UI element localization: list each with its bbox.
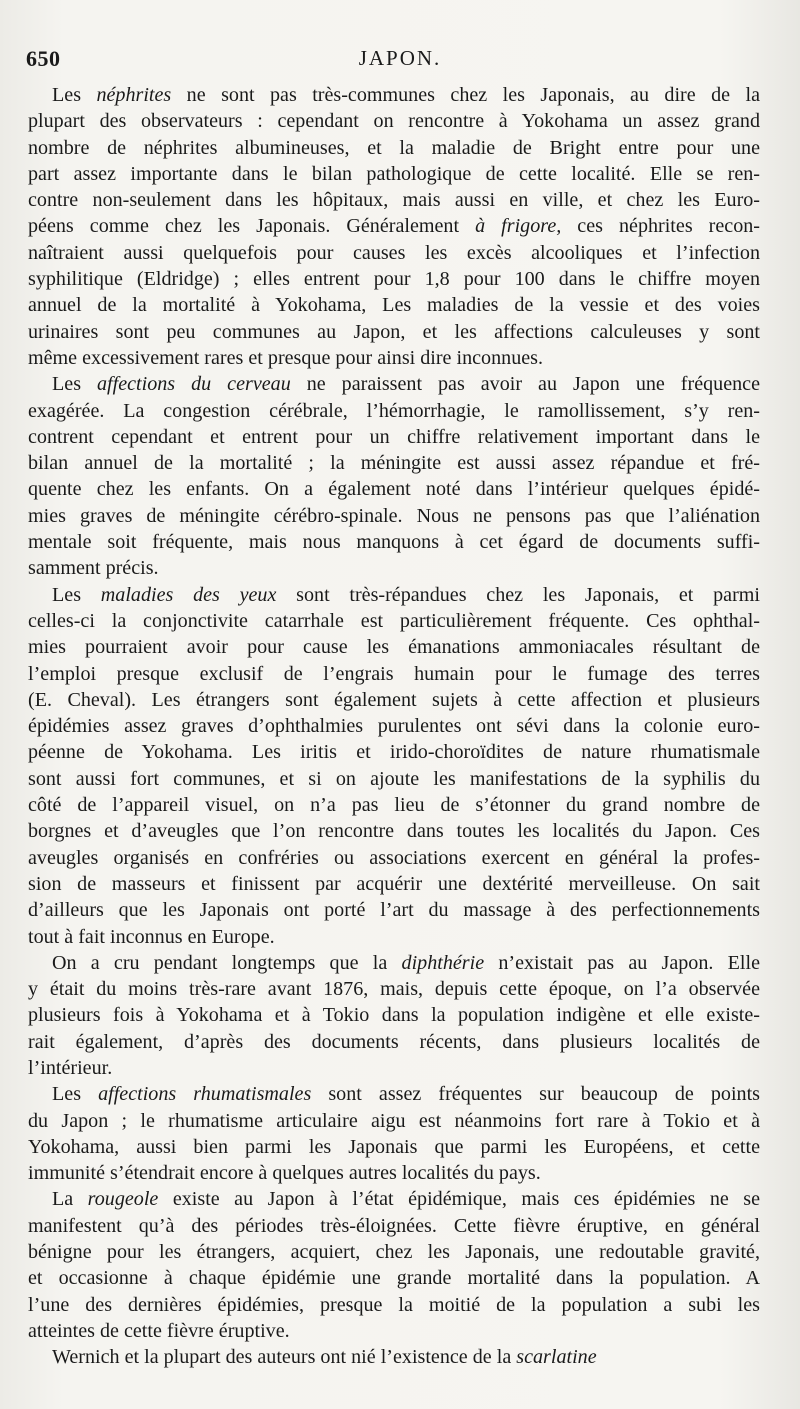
text-line — [28, 213, 760, 239]
text-line — [28, 345, 760, 371]
text-run: rait également, d’après des documents récents, dans plusieurs localités de — [28, 1030, 760, 1053]
text-line — [28, 739, 760, 765]
text-run: péens comme chez les Japonais. Généralement — [28, 215, 476, 238]
text-line — [28, 1160, 760, 1186]
text-run: sion de masseurs et finissent par acquérir une dextérité merveilleuse. On sait — [28, 872, 760, 895]
text-run: du Japon ; le rhumatisme articulaire aigu est néanmoins fort rare à Tokio et à — [28, 1109, 760, 1132]
text-line — [28, 976, 760, 1002]
text-line — [28, 792, 760, 818]
text-line — [28, 661, 760, 687]
text-line — [28, 476, 760, 502]
text-run: nombre de néphrites albumineuses, et la maladie de Bright entre pour une — [28, 136, 760, 159]
text-run: péenne de Yokohama. Les iritis et irido-choroïdites de nature rhumatismale — [28, 741, 760, 764]
text-run: Les — [52, 373, 97, 396]
text-run: borgnes et d’aveugles que l’on rencontre dans toutes les localités du Japon. Ces — [28, 820, 760, 843]
italic-term: diphthérie — [401, 951, 485, 974]
text-line — [28, 1134, 760, 1160]
text-run: contrent cependant et entrent pour un chiffre relativement important dans le — [28, 425, 760, 448]
text-line — [28, 713, 760, 739]
text-run: ces néphrites recon- — [561, 215, 760, 238]
text-run: épidémies assez graves d’ophthalmies purulentes ont sévi dans la colonie euro- — [28, 715, 760, 738]
text-run: tout à fait inconnus en Europe. — [28, 925, 275, 948]
text-line — [28, 1344, 760, 1370]
text-line — [28, 319, 760, 345]
text-line — [28, 135, 760, 161]
text-line — [28, 1265, 760, 1291]
text-line — [28, 371, 760, 397]
text-run: naîtraient aussi quelquefois pour causes les excès alcooliques et l’infection — [28, 241, 760, 264]
text-line — [28, 1213, 760, 1239]
text-run: mies pourraient avoir pour cause les émanations ammoniacales résultant de — [28, 636, 760, 659]
text-line — [28, 1186, 760, 1212]
text-run: l’une des dernières épidémies, presque la moitié de la population a subi les — [28, 1293, 760, 1316]
text-line — [28, 687, 760, 713]
text-line — [28, 1029, 760, 1055]
text-line — [28, 634, 760, 660]
text-line — [28, 292, 760, 318]
italic-term: affections rhumatismales — [98, 1083, 312, 1106]
text-line — [28, 766, 760, 792]
text-run: part assez importante dans le bilan pathologique de cette localité. Elle se ren- — [28, 162, 760, 185]
text-run: d’ailleurs que les Japonais ont porté l’art du massage à des perfectionnements — [28, 899, 760, 922]
text-run: manifestent qu’à des périodes très-éloignées. Cette fièvre éruptive, en général — [28, 1214, 760, 1237]
text-run: samment précis. — [28, 557, 159, 580]
text-line — [28, 398, 760, 424]
page-number: 650 — [26, 46, 61, 71]
text-line — [28, 608, 760, 634]
paragraph — [28, 82, 760, 371]
text-line — [28, 871, 760, 897]
paragraph — [28, 1186, 760, 1344]
text-line — [28, 529, 760, 555]
text-run: plusieurs fois à Yokohama et à Tokio dans la population indigène et elle existe- — [28, 1004, 760, 1027]
paragraph — [28, 582, 760, 950]
text-run: On a cru pendant longtemps que la — [52, 951, 402, 974]
text-line — [28, 240, 760, 266]
text-run: l’emploi presque exclusif de l’engrais humain pour le fumage des terres — [28, 662, 760, 685]
text-run: bénigne pour les étrangers, acquiert, chez les Japonais, une redoutable gravité, — [28, 1241, 760, 1264]
text-run: exagérée. La congestion cérébrale, l’hémorrhagie, le ramollissement, s’y ren- — [28, 399, 760, 422]
text-run: n’existait pas au Japon. Elle — [484, 951, 760, 974]
text-run: celles-ci la conjonctivite catarrhale est particulièrement fréquente. Ces ophthal- — [28, 609, 760, 632]
text-run: et occasionne à chaque épidémie une grande mortalité dans la population. A — [28, 1267, 760, 1290]
text-line — [28, 1239, 760, 1265]
text-run: y était du moins très-rare avant 1876, mais, depuis cette époque, on l’a observée — [28, 978, 760, 1001]
text-line — [28, 1292, 760, 1318]
italic-term: maladies des yeux — [100, 583, 277, 606]
text-run: quente chez les enfants. On a également noté dans l’intérieur quelques épidé- — [28, 478, 760, 501]
text-run: Les — [52, 583, 101, 606]
italic-term: rougeole — [87, 1188, 159, 1211]
text-line — [28, 924, 760, 950]
page-header — [0, 44, 800, 74]
text-run: bilan annuel de la mortalité ; la méningite est aussi assez répandue et fré- — [28, 452, 760, 475]
text-line — [28, 1318, 760, 1344]
text-line — [28, 108, 760, 134]
italic-term: affections du cerveau — [97, 373, 291, 396]
text-line — [28, 424, 760, 450]
text-run: Les — [52, 84, 97, 106]
text-run: La — [52, 1188, 88, 1211]
text-run: Wernich et la plupart des auteurs ont nié l’existence de la — [52, 1346, 517, 1369]
text-line — [28, 1002, 760, 1028]
text-run: urinaires sont peu communes au Japon, et les affections calculeuses y sont — [28, 320, 760, 343]
text-line — [28, 1108, 760, 1134]
text-line — [28, 450, 760, 476]
text-line — [28, 1081, 760, 1107]
paragraph — [28, 1081, 760, 1186]
italic-term: scarlatine — [516, 1346, 597, 1369]
text-run: mies graves de méningite cérébro-spinale. Nous ne pensons pas que l’aliénation — [28, 504, 760, 527]
text-line — [28, 582, 760, 608]
text-run: même excessivement rares et presque pour ainsi dire inconnues. — [28, 346, 544, 369]
italic-term: néphrites — [96, 84, 172, 106]
text-run: immunité s’étendrait encore à quelques autres localités du pays. — [28, 1162, 541, 1185]
text-run: plupart des observateurs : cependant on rencontre à Yokohama un assez grand — [28, 110, 760, 133]
text-run: syphilitique (Eldridge) ; elles entrent pour 1,8 pour 100 dans le chiffre moyen — [28, 268, 760, 291]
text-run: annuel de la mortalité à Yokohama, Les maladies de la vessie et des voies — [28, 294, 760, 317]
paragraph — [28, 950, 760, 1081]
text-line — [28, 187, 760, 213]
text-line — [28, 845, 760, 871]
paragraph — [28, 1344, 760, 1370]
text-run: Les — [52, 1083, 99, 1106]
text-line — [28, 503, 760, 529]
text-run: sont très-répandues chez les Japonais, et parmi — [276, 583, 760, 606]
text-run: contre non-seulement dans les hôpitaux, mais aussi en ville, et chez les Euro- — [28, 189, 760, 212]
text-line — [28, 818, 760, 844]
italic-term: à frigore, — [475, 215, 562, 238]
text-line — [28, 555, 760, 581]
text-run: existe au Japon à l’état épidémique, mais ces épidémies ne se — [158, 1188, 761, 1211]
body-text — [28, 82, 760, 1371]
text-run: sont assez fréquentes sur beaucoup de points — [311, 1083, 760, 1106]
text-run: (E. Cheval). Les étrangers sont également sujets à cette affection et plusieurs — [28, 688, 760, 711]
text-run: côté de l’appareil visuel, on n’a pas lieu de s’étonner du grand nombre de — [28, 794, 760, 817]
text-run: atteintes de cette fièvre éruptive. — [28, 1319, 290, 1342]
text-line — [28, 82, 760, 108]
text-line — [28, 161, 760, 187]
text-run: mentale soit fréquente, mais nous manquons à cet égard de documents suffi- — [28, 531, 760, 554]
text-run: Yokohama, aussi bien parmi les Japonais que parmi les Européens, et cette — [28, 1135, 760, 1158]
text-run: ne sont pas très-communes chez les Japonais, au dire de la — [171, 84, 760, 106]
paragraph — [28, 371, 760, 581]
text-run: aveugles organisés en confréries ou associations exercent en général la profes- — [28, 846, 760, 869]
text-line — [28, 897, 760, 923]
text-run: l’intérieur. — [28, 1056, 113, 1079]
running-title: JAPON. — [358, 46, 442, 70]
text-line — [28, 950, 760, 976]
text-run: sont aussi fort communes, et si on ajoute les manifestations de la syphilis du — [28, 767, 760, 790]
text-line — [28, 1055, 760, 1081]
text-run: ne paraissent pas avoir au Japon une fréquence — [290, 373, 761, 396]
text-line — [28, 266, 760, 292]
